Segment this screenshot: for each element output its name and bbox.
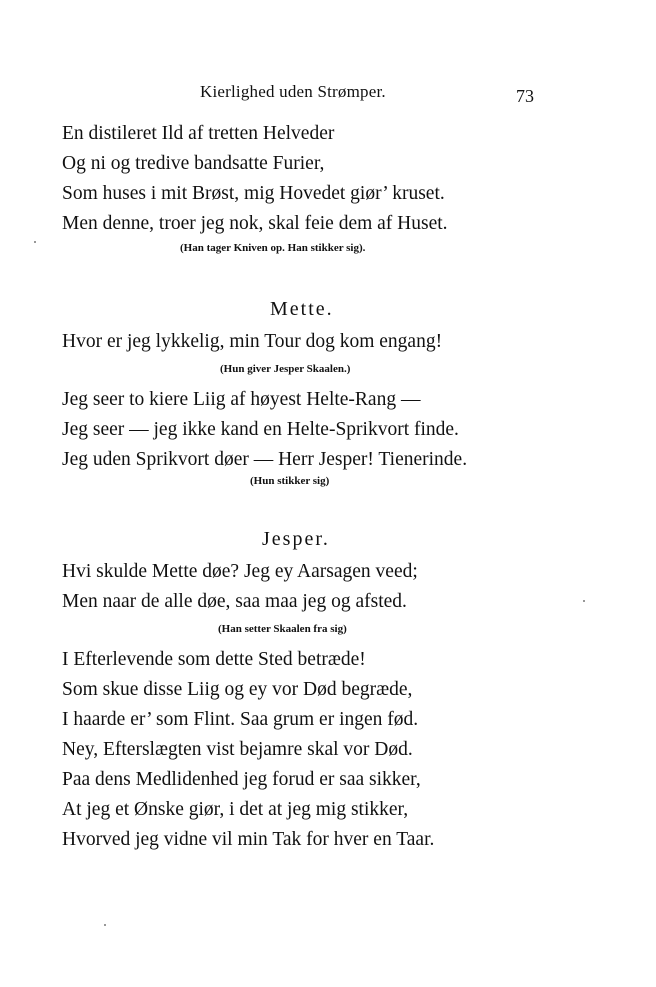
verse-block-5 <box>62 645 434 855</box>
speaker-name: Mette. <box>270 298 334 320</box>
verse-line: I haarde er’ som Flint. Saa grum er ingen fød. <box>62 709 419 730</box>
verse-block-2 <box>62 327 442 357</box>
scan-speck <box>583 600 585 602</box>
running-title: Kierlighed uden Strømper. <box>200 82 386 101</box>
verse-line: Som huses i mit Brøst, mig Hovedet giør’ kruset. <box>62 183 445 204</box>
verse-line: Som skue disse Liig og ey vor Død begræde, <box>62 679 413 700</box>
verse-block-3 <box>62 385 467 475</box>
verse-line: Hvorved jeg vidne vil min Tak for hver en Taar. <box>62 829 435 850</box>
stage-direction: (Hun stikker sig) <box>250 475 330 487</box>
scan-speck <box>104 924 106 926</box>
verse-line: Ney, Efterslægten vist bejamre skal vor Død. <box>62 739 413 760</box>
page-number: 73 <box>516 86 534 106</box>
scan-speck <box>34 241 36 243</box>
verse-line: Paa dens Medlidenhed jeg forud er saa sikker, <box>62 769 421 790</box>
speaker-name: Jesper. <box>262 528 330 550</box>
verse-line: Hvor er jeg lykkelig, min Tour dog kom engang! <box>62 331 443 352</box>
verse-line: Og ni og tredive bandsatte Furier, <box>62 153 325 174</box>
verse-block-4 <box>62 557 418 617</box>
verse-line: Jeg uden Sprikvort døer — Herr Jesper! Tienerinde. <box>62 449 468 470</box>
verse-line: I Efterlevende som dette Sted betræde! <box>62 649 366 670</box>
stage-direction: (Han setter Skaalen fra sig) <box>218 623 347 635</box>
verse-line: Jeg seer to kiere Liig af høyest Helte-Rang — <box>62 389 421 410</box>
verse-line: Men naar de alle døe, saa maa jeg og afsted. <box>62 591 407 612</box>
verse-line: At jeg et Ønske giør, i det at jeg mig stikker, <box>62 799 409 820</box>
verse-line: Men denne, troer jeg nok, skal feie dem af Huset. <box>62 213 448 234</box>
verse-line: En distileret Ild af tretten Helveder <box>62 123 335 144</box>
verse-line: Hvi skulde Mette døe? Jeg ey Aarsagen veed; <box>62 561 418 582</box>
stage-direction: (Hun giver Jesper Skaalen.) <box>220 363 351 375</box>
verse-block-1 <box>62 119 448 239</box>
stage-direction: (Han tager Kniven op. Han stikker sig). <box>180 242 366 254</box>
verse-line: Jeg seer — jeg ikke kand en Helte-Sprikvort finde. <box>62 419 459 440</box>
